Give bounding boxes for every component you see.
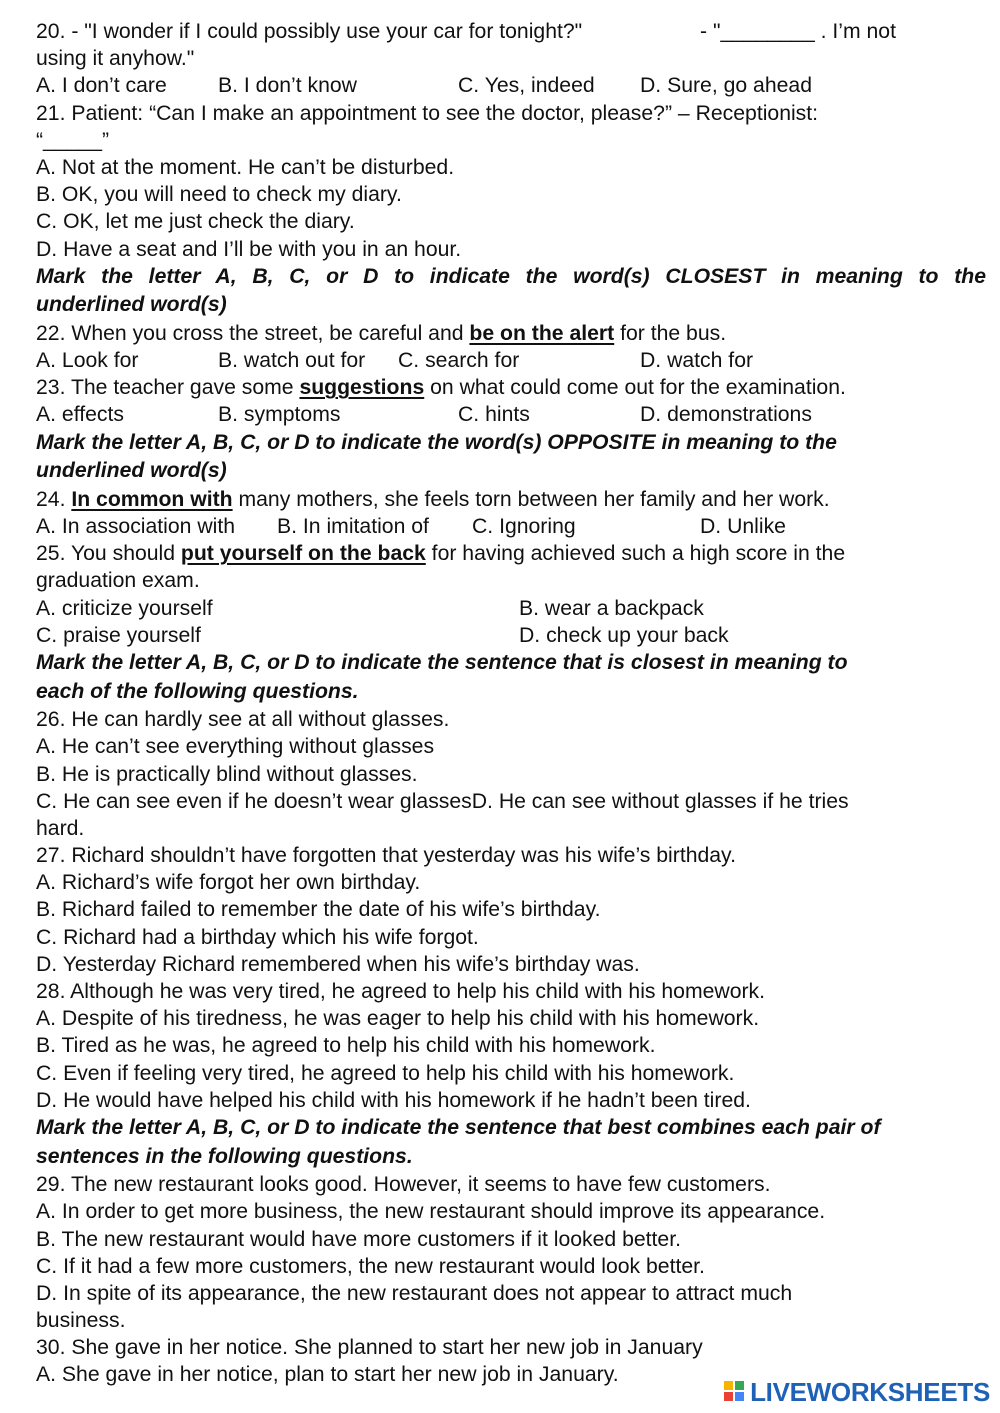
question-20-stem [36,18,986,45]
question-22-text: 22. When you cross the street, be careful and [36,321,470,345]
section-instruction-cont: each of the following questions. [36,679,359,703]
question-21-blank: “_____” [36,128,110,152]
option-c: C. hints [458,403,530,427]
option-d: D. demonstrations [640,403,812,427]
question-23-options [36,401,986,428]
option-d-cont: business. [36,1309,126,1333]
question-25-options-row1 [36,595,986,622]
option-a: A. effects [36,403,124,427]
question-24-options [36,513,986,540]
option-a: A. Not at the moment. He can’t be disturbed. [36,155,455,179]
worksheet-page [36,18,986,1389]
section-instruction-cont: underlined word(s) [36,293,227,317]
option-c: C. Yes, indeed [458,74,595,98]
option-b: B. In imitation of [277,515,429,538]
question-29-stem: 29. The new restaurant looks good. However, it seems to have few customers. [36,1173,771,1197]
question-20-stem-cont: using it anyhow." [36,47,195,71]
option-b: B. I don’t know [218,74,357,98]
question-20-options [36,72,986,99]
question-25-stem-cont: graduation exam. [36,569,200,593]
section-instruction: Mark the letter A, B, C, or D to indicate the sentence that best combines each pair of [36,1115,881,1139]
option-b: B. symptoms [218,403,341,427]
option-d: D. check up your back [519,623,729,647]
option-b: B. The new restaurant would have more customers if it looked better. [36,1227,681,1251]
option-d: D. watch for [640,349,754,373]
option-c: C. OK, let me just check the diary. [36,210,355,234]
option-b: B. Richard failed to remember the date of his wife’s birthday. [36,898,601,922]
underlined-phrase: put yourself on the back [180,542,426,566]
question-25-stem [36,540,986,567]
option-c-d: C. He can see even if he doesn’t wear glassesD. He can see without glasses if he tries [36,789,849,813]
option-c: C. Richard had a birthday which his wife forgot. [36,925,479,949]
question-20-text: 20. - "I wonder if I could possibly use your car for tonight?" [36,20,583,43]
question-23-text: 23. The teacher gave some [36,376,300,400]
option-a: A. She gave in her notice, plan to start her new job in January. [36,1363,619,1387]
option-d: D. He would have helped his child with his homework if he hadn’t been tired. [36,1088,751,1112]
question-26-stem: 26. He can hardly see at all without glasses. [36,708,450,732]
option-d: D. Unlike [700,515,786,538]
question-30-stem: 30. She gave in her notice. She planned to start her new job in January [36,1336,703,1360]
question-25-text: 25. You should [36,542,181,566]
question-28-stem: 28. Although he was very tired, he agreed to help his child with his homework. [36,980,766,1003]
question-23-stem [36,374,986,401]
question-24-text: 24. [36,487,72,511]
option-b: B. watch out for [218,349,366,373]
option-d: D. Have a seat and I’ll be with you in an hour. [36,237,462,261]
section-instruction: Mark the letter A, B, C, or D to indicate the word(s) CLOSEST in meaning to the [36,264,986,288]
question-27-stem: 27. Richard shouldn’t have forgotten that yesterday was his wife’s birthday. [36,844,736,868]
option-d-cont: hard. [36,816,85,840]
question-23-text-end: on what could come out for the examination. [424,376,846,400]
option-a: A. Despite of his tiredness, he was eager to help his child with his homework. [36,1007,760,1031]
option-d: D. Sure, go ahead [640,74,812,98]
question-21-stem: 21. Patient: “Can I make an appointment to see the doctor, please?” – Receptionist: [36,101,819,125]
option-a: A. criticize yourself [36,596,213,620]
question-25-options-row2 [36,622,986,649]
section-instruction: Mark the letter A, B, C, or D to indicate the sentence that is closest in meaning to [36,650,848,674]
option-d: D. In spite of its appearance, the new restaurant does not appear to attract much [36,1281,793,1305]
option-d: D. Yesterday Richard remembered when his wife’s birthday was. [36,952,640,976]
option-a: A. Richard’s wife forgot her own birthday. [36,871,421,895]
question-25-text-end: for having achieved such a high score in the [425,542,846,566]
liveworksheets-logo-icon [724,1381,746,1403]
question-20-reply: - "________ . I’m not [700,20,896,43]
option-b: B. wear a backpack [519,596,704,620]
option-a: A. He can’t see everything without glasses [36,735,435,759]
underlined-phrase: In common with [71,487,233,511]
option-a: A. In order to get more business, the new restaurant should improve its appearance. [36,1200,826,1224]
option-c: C. If it had a few more customers, the new restaurant would look better. [36,1254,705,1278]
option-c: C. search for [398,349,520,373]
underlined-phrase: be on the alert [469,321,615,345]
option-b: B. OK, you will need to check my diary. [36,183,402,207]
question-22-stem [36,320,986,347]
section-instruction-cont: underlined word(s) [36,459,227,483]
option-a: A. Look for [36,349,139,373]
question-22-text-end: for the bus. [614,321,727,345]
section-instruction-cont: sentences in the following questions. [36,1144,413,1168]
section-instruction: Mark the letter A, B, C, or D to indicate the word(s) OPPOSITE in meaning to the [36,430,837,454]
option-c: C. Ignoring [472,515,576,538]
underlined-phrase: suggestions [299,376,425,400]
option-b: B. Tired as he was, he agreed to help his child with his homework. [36,1034,656,1058]
question-24-stem [36,486,986,513]
option-a: A. In association with [36,515,236,538]
option-a: A. I don’t care [36,74,167,98]
liveworksheets-logo [724,1377,990,1407]
question-22-options [36,347,986,374]
option-b: B. He is practically blind without glasses. [36,762,418,786]
liveworksheets-logo-text: LIVEWORKSHEETS [750,1376,990,1407]
question-24-text-end: many mothers, she feels torn between her family and her work. [232,487,830,511]
option-c: C. praise yourself [36,623,201,647]
option-c: C. Even if feeling very tired, he agreed to help his child with his homework. [36,1061,735,1085]
